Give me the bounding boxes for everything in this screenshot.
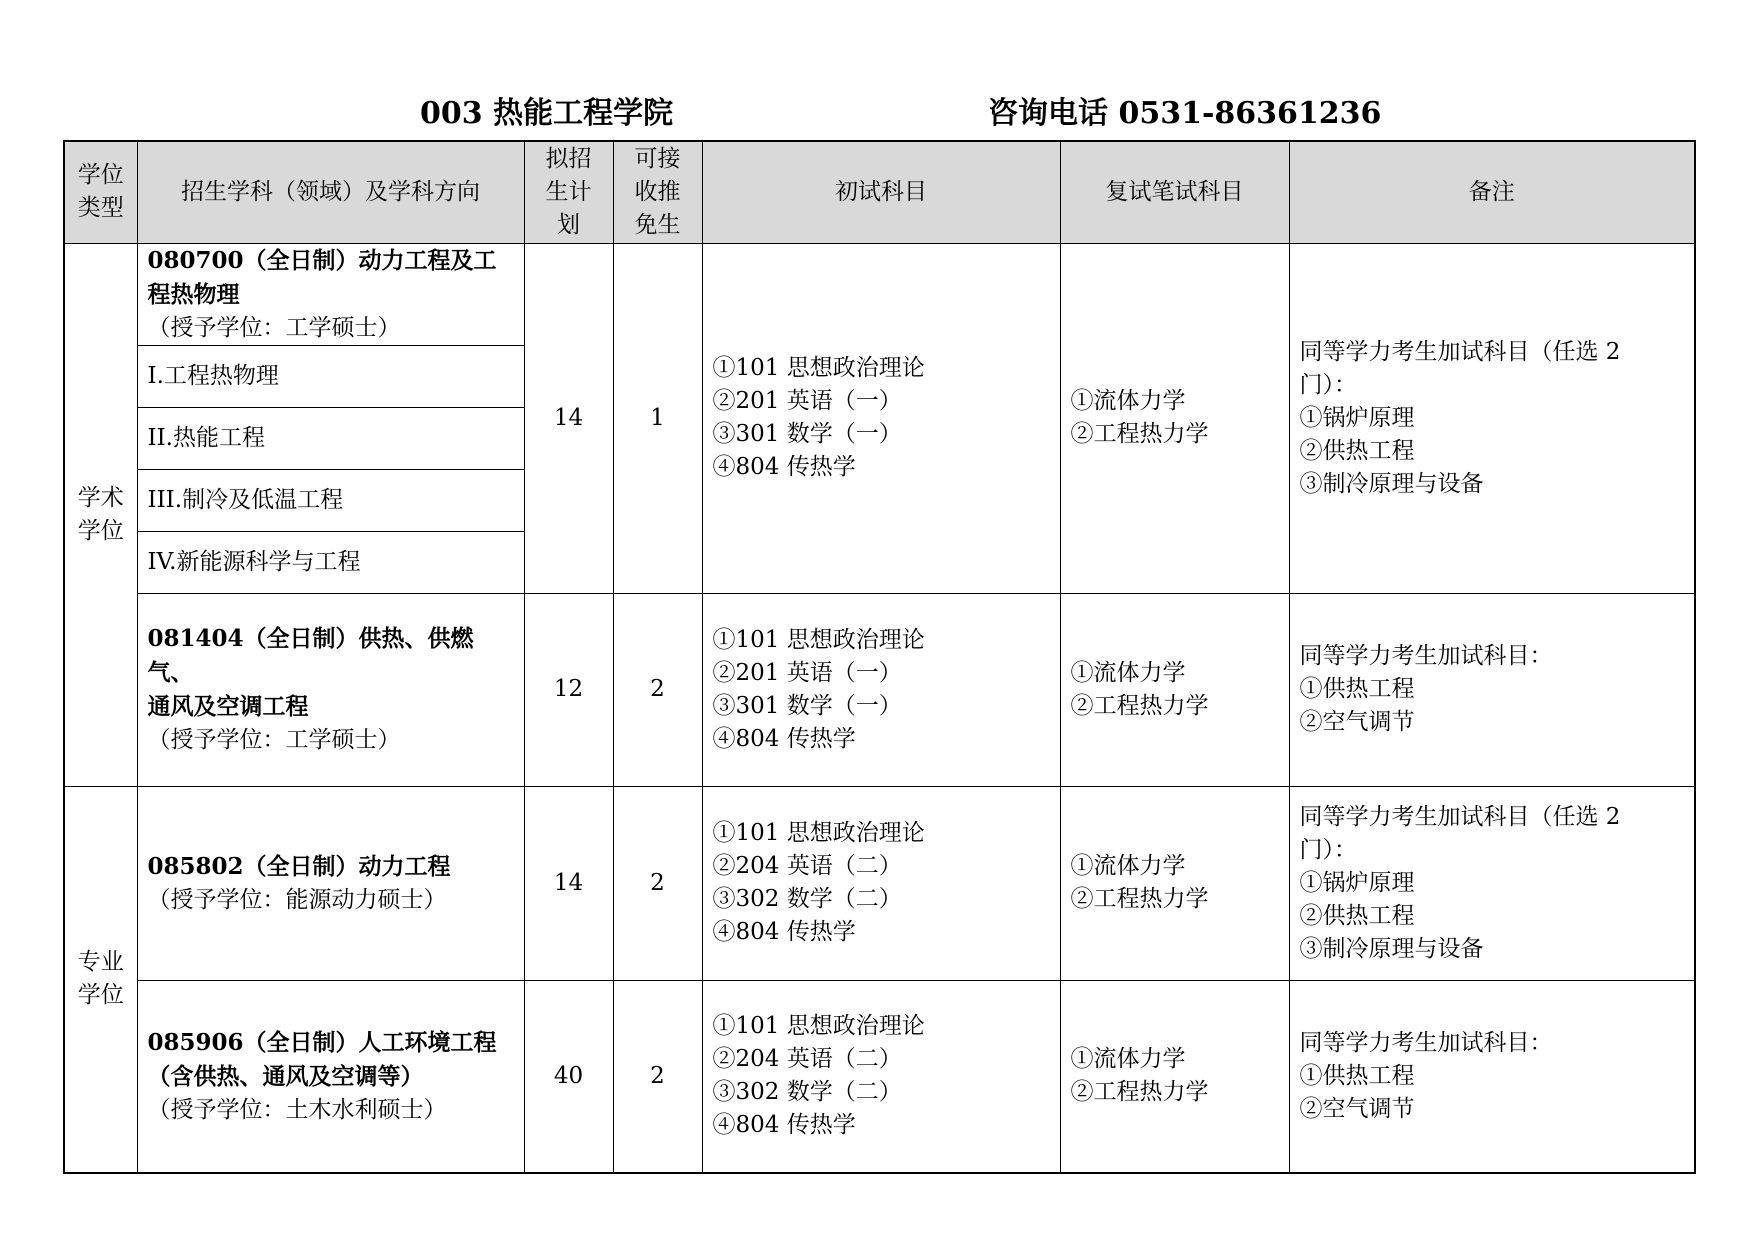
retest-item: ①流体力学: [1070, 853, 1186, 879]
subject-name: 080700（全日制）动力工程及工: [147, 246, 497, 274]
remark-item: 同等学力考生加试科目：: [1299, 643, 1553, 669]
remark-item: 同等学力考生加试科目（任选 2: [1299, 803, 1621, 830]
subject-cell: [137, 593, 524, 786]
col-exempt: 可接 收推 免生: [613, 141, 702, 243]
subject-name: 081404（全日制）供热、供燃气、: [147, 625, 474, 686]
direction-item: I.工程热物理: [137, 345, 524, 407]
retest-cell: [1060, 786, 1289, 980]
exam-item: ④804 传热学: [712, 725, 856, 752]
exam-item: ③301 数学（一）: [712, 421, 902, 447]
header-row: [64, 141, 1695, 243]
plan-cell: 12: [524, 593, 613, 786]
retest-item: ①流体力学: [1070, 659, 1186, 686]
direction-item: III.制冷及低温工程: [137, 469, 524, 531]
exam-item: ②201 英语（一）: [712, 388, 902, 414]
table-row: [64, 243, 1695, 345]
subject-name-cont: （含供热、通风及空调等）: [147, 1062, 424, 1090]
remark-item: ①锅炉原理: [1299, 869, 1415, 896]
retest-item: ②工程热力学: [1070, 692, 1209, 719]
degree-text: （授予学位：工学硕士）: [147, 727, 401, 753]
group-professional: 专业 学位: [64, 786, 137, 1173]
exam-item: ③302 数学（二）: [712, 1079, 902, 1106]
plan-cell: 14: [524, 786, 613, 980]
col-retest: 复试笔试科目: [1060, 141, 1289, 243]
col-degree-type: 学位 类型: [64, 141, 137, 243]
remark-item: 门）：: [1299, 371, 1357, 398]
table-row: [64, 593, 1695, 786]
retest-item: ①流体力学: [1070, 1046, 1186, 1073]
col-remark: 备注: [1289, 141, 1695, 243]
exam-item: ②204 英语（二）: [712, 853, 902, 879]
retest-cell: [1060, 980, 1289, 1173]
remark-item: ①供热工程: [1299, 676, 1415, 702]
retest-cell: [1060, 593, 1289, 786]
subject-cell: [137, 243, 524, 345]
plan-cell: 14: [524, 243, 613, 593]
direction-item: IV.新能源科学与工程: [137, 531, 524, 593]
degree-text: （授予学位：能源动力硕士）: [147, 886, 447, 913]
exempt-cell: 1: [613, 243, 702, 593]
exempt-cell: 2: [613, 980, 702, 1173]
exam-cell: [702, 593, 1060, 786]
remark-item: ①供热工程: [1299, 1062, 1415, 1089]
remark-item: 同等学力考生加试科目（任选 2: [1299, 338, 1621, 365]
remark-cell: [1289, 980, 1695, 1173]
degree-text: （授予学位：土木水利硕士）: [147, 1096, 447, 1123]
table-row: [64, 980, 1695, 1173]
col-exam: 初试科目: [702, 141, 1060, 243]
exam-item: ②201 英语（一）: [712, 659, 902, 686]
table-row: [64, 786, 1695, 980]
remark-item: ②空气调节: [1299, 1095, 1415, 1122]
exam-item: ④804 传热学: [712, 919, 856, 945]
retest-item: ②工程热力学: [1070, 421, 1209, 447]
remark-item: ②空气调节: [1299, 709, 1415, 735]
contact-phone: 咨询电话 0531-86361236: [988, 96, 1382, 131]
col-subject: 招生学科（领域）及学科方向: [137, 141, 524, 243]
exam-item: ①101 思想政治理论: [712, 355, 925, 381]
exam-item: ①101 思想政治理论: [712, 820, 925, 846]
subject-cell: [137, 786, 524, 980]
plan-cell: 40: [524, 980, 613, 1173]
group-academic: 学术 学位: [64, 243, 137, 786]
remark-cell: [1289, 243, 1695, 593]
subject-cell: [137, 980, 524, 1173]
remark-item: ②供热工程: [1299, 902, 1415, 929]
direction-item: II.热能工程: [137, 407, 524, 469]
exam-item: ①101 思想政治理论: [712, 1013, 925, 1040]
exam-item: ③301 数学（一）: [712, 692, 902, 719]
col-plan: 拟招 生计 划: [524, 141, 613, 243]
remark-item: 同等学力考生加试科目：: [1299, 1029, 1553, 1056]
admissions-table: [63, 140, 1696, 1174]
remark-cell: [1289, 593, 1695, 786]
remark-item: ②供热工程: [1299, 437, 1415, 464]
exam-cell: [702, 786, 1060, 980]
exam-item: ④804 传热学: [712, 454, 856, 480]
remark-item: ③制冷原理与设备: [1299, 470, 1484, 497]
exam-cell: [702, 243, 1060, 593]
retest-item: ②工程热力学: [1070, 1079, 1209, 1106]
retest-item: ②工程热力学: [1070, 886, 1209, 912]
remark-item: ③制冷原理与设备: [1299, 935, 1484, 962]
page-header: [0, 88, 1754, 131]
exam-item: ③302 数学（二）: [712, 886, 902, 912]
retest-item: ①流体力学: [1070, 388, 1186, 414]
exam-item: ④804 传热学: [712, 1112, 856, 1139]
subject-name: 085802（全日制）动力工程: [147, 852, 451, 880]
college-title: 003 热能工程学院: [420, 96, 674, 131]
retest-cell: [1060, 243, 1289, 593]
exempt-cell: 2: [613, 593, 702, 786]
remark-item: 门）：: [1299, 836, 1357, 863]
remark-cell: [1289, 786, 1695, 980]
degree-text: （授予学位：工学硕士）: [147, 314, 401, 341]
subject-name: 085906（全日制）人工环境工程: [147, 1028, 497, 1056]
exam-item: ①101 思想政治理论: [712, 626, 925, 653]
exam-item: ②204 英语（二）: [712, 1046, 902, 1073]
subject-name-cont: 程热物理: [147, 280, 240, 308]
remark-item: ①锅炉原理: [1299, 404, 1415, 431]
exam-cell: [702, 980, 1060, 1173]
subject-name-cont: 通风及空调工程: [147, 693, 309, 720]
exempt-cell: 2: [613, 786, 702, 980]
